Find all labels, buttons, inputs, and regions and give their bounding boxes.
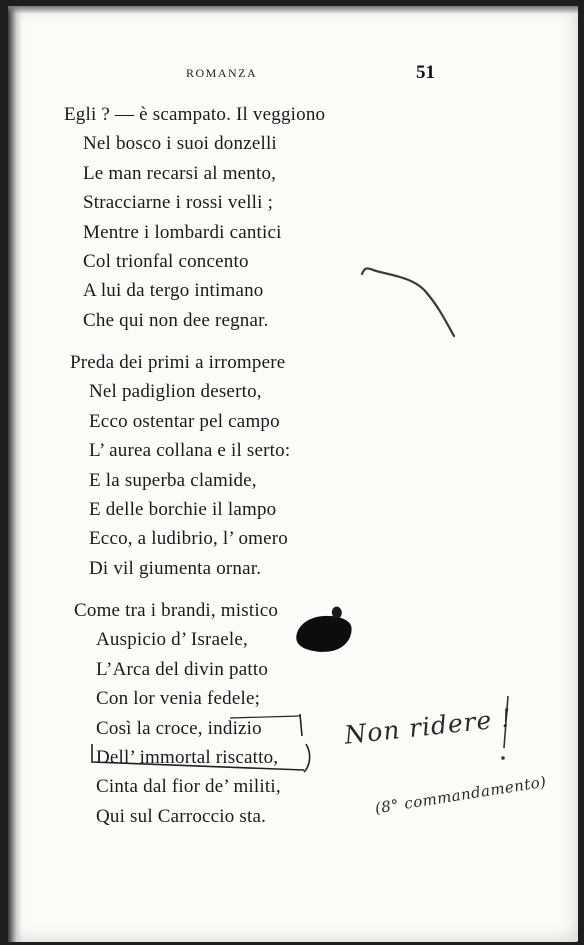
verse-line: Con lor venia fedele; (96, 688, 261, 710)
verse-line: Nel bosco i suoi donzelli (83, 133, 277, 155)
verse-line: L’ aurea collana e il serto: (89, 440, 291, 462)
verse-line: Come tra i brandi, mistico (74, 600, 279, 621)
verse-line: Qui sul Carroccio sta. (96, 805, 267, 827)
verse-line: Egli ? — è scampato. Il veggiono (64, 104, 326, 125)
bracket-right-top (300, 714, 302, 736)
verse-line: Col trionfal concento (83, 251, 249, 273)
verse-line: Ecco, a ludibrio, l’ omero (89, 528, 289, 550)
verse-line: Stracciarne i rossi velli ; (83, 192, 274, 214)
overline-indizio (230, 716, 300, 718)
handwritten-marks (8, 6, 578, 942)
verse-line: E delle borchie il lampo (89, 499, 277, 521)
page-number: 51 (416, 62, 435, 83)
book-page (8, 6, 578, 942)
verse-line: L’Arca del divin patto (96, 658, 269, 680)
bracket-right-bottom (304, 744, 310, 772)
verse-line: E la superba clamide, (89, 469, 257, 491)
handwritten-note-1: Non ridere ! (342, 703, 514, 750)
verse-line: Preda dei primi a irrompere (70, 352, 286, 373)
exclamation-dot (501, 756, 505, 760)
handwritten-note-2: (8° commandamento) (373, 772, 548, 818)
verse-line: Mentre i lombardi cantici (83, 221, 282, 243)
pencil-squiggle (362, 268, 454, 336)
verse-line: Così la croce, indizio (96, 717, 262, 739)
underline-bracket (92, 744, 304, 770)
verse-line: Auspicio d’ Israele, (96, 629, 248, 651)
verse-line: A lui da tergo intimano (83, 280, 264, 302)
verse-line: Ecco ostentar pel campo (89, 410, 280, 432)
verse-line: Che qui non dee regnar. (83, 309, 269, 331)
verse-line: Di vil giumenta ornar. (89, 557, 262, 579)
verse-line: Dell’ immortal riscatto, (96, 747, 279, 769)
running-head: ROMANZA (186, 66, 258, 80)
verse-line: Le man recarsi al mento, (83, 162, 277, 184)
verse-line: Nel padiglion deserto, (89, 381, 262, 403)
verse-line: Cinta dal fior de’ militi, (96, 776, 281, 798)
